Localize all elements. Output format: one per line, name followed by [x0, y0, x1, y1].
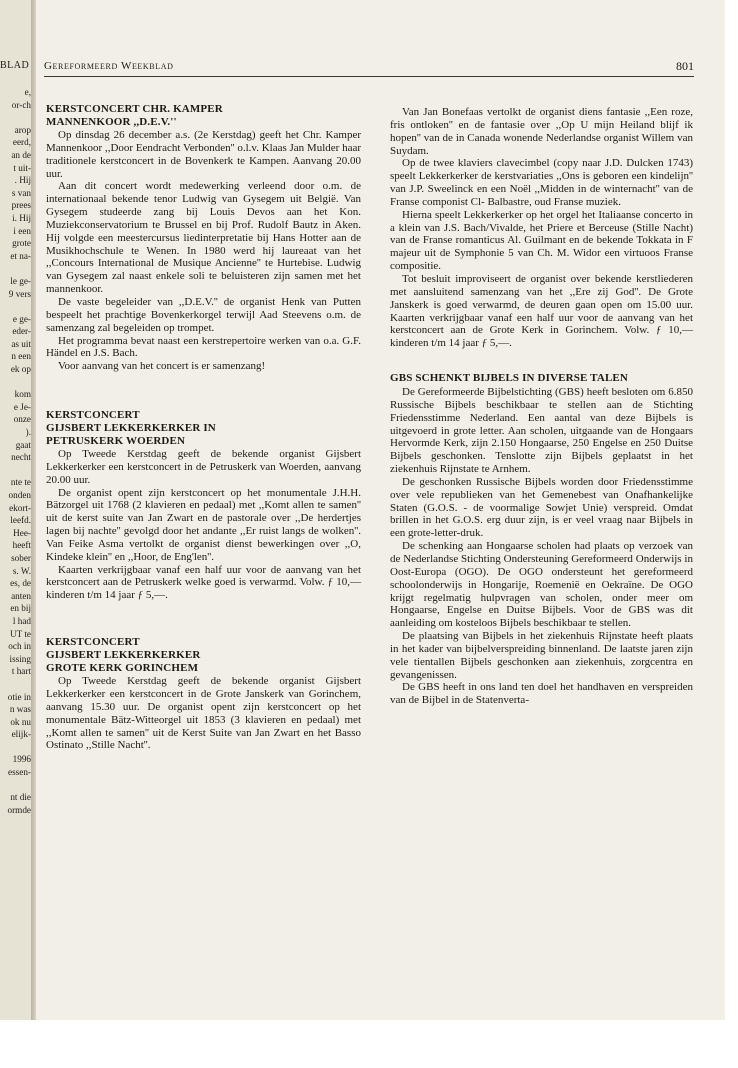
previous-page-line: ok nu: [10, 716, 31, 727]
previous-page-line: [0, 300, 31, 313]
paragraph: Het programma bevat naast een kerstrepertoire werken van o.a. G.F. Händel en J.S. Bach.: [46, 334, 361, 360]
previous-page-line: grote: [12, 238, 31, 249]
page-gutter: [31, 0, 36, 1020]
previous-page-header: BLAD: [0, 60, 30, 71]
previous-page-line: eerd,: [12, 137, 31, 148]
previous-page-line: heeft: [12, 540, 31, 551]
heading-line: MANNENKOOR ,,D.E.V.'': [46, 116, 177, 128]
article: [46, 103, 361, 373]
left-column: [46, 103, 361, 786]
heading-line: GROTE KERK GORINCHEM: [46, 662, 199, 675]
paragraph: De organist opent zijn kerstconcert op het monumentale J.H.H. Bätzorgel uit 1768 (2 klavieren en pedaal) met ,,Komt allen te samen'' uit de kerst suite van Jan Zwart en de pastorale over ,,De herdertjes lagen bij nachte'' gevolgd door het andante ,,Er ruist langs de wolken''. Van Feike Asma vertolkt de organist dienst bewerkingen over ,,O, Kindeke klein'' en ,,Hoor, de Eng'len''.: [46, 486, 361, 563]
previous-page-line: [0, 678, 31, 691]
previous-page-line: i. Hij: [12, 212, 31, 223]
paragraph: Op Tweede Kerstdag geeft de bekende organist Gijsbert Lekkerkerker een kerstconcert in de Petruskerk van Woerden, aanvang 20.00 uur.: [46, 448, 361, 486]
paragraph: Op Tweede Kerstdag geeft de bekende organist Gijsbert Lekkerkerker een kerstconcert in de Grote Janskerk van Gorinchem, aanvang 15.30 uur. De organist opent zijn kerstconcert op het monumentale Bätz-Witteorgel uit 1853 (3 klavieren en pedaal) met ,,Komt allen te samen'' uit de Kerst Suite van Jan Zwart en het Basso Ostinato ,,Stille Nacht''.: [46, 675, 361, 752]
page-header: [44, 58, 694, 77]
previous-page-line: ek op: [10, 364, 31, 375]
previous-page-line: en bij: [10, 603, 31, 614]
previous-page-line: sober: [11, 552, 31, 563]
previous-page-text: [0, 86, 31, 816]
previous-page-line: nt die: [10, 792, 31, 803]
previous-page-line: kom: [14, 389, 31, 400]
paragraph: De vaste begeleider van ,,D.E.V.'' de organist Henk van Putten bespeelt het prachtige Bovenkerkorgel terwijl Aad Steevens o.m. de samenzang zal begeleiden op trompet.: [46, 295, 361, 334]
previous-page-line: nte te: [10, 477, 31, 488]
paragraph: Op de twee klaviers clavecimbel (copy naar J.D. Dulcken 1743) speelt Lekkerkerker de kerstvariaties ,,Ons is geboren een kindelijn'' van J.P. Sweelinck en een Noël ,,Midden in de winternacht'' van de Franse componist Cl- Balbastre, oud Franse muziek.: [390, 157, 693, 208]
previous-page-line: t hart: [11, 666, 31, 677]
previous-page-line: et na-: [10, 250, 31, 261]
previous-page-line: necht: [11, 452, 31, 463]
previous-page-line: or-ch: [11, 99, 31, 110]
previous-page-line: [0, 376, 31, 389]
previous-page-line: l had: [12, 615, 31, 626]
gbs-article: [390, 372, 693, 707]
previous-page-line: [0, 741, 31, 754]
previous-page-line: 1996: [12, 754, 31, 765]
article-heading: [46, 103, 361, 129]
previous-page-line: s. W.: [12, 565, 31, 576]
paragraph: De schenking aan Hongaarse scholen had plaats op verzoek van de Nederlandse Stichting Ondersteuning Gereformeerd Onderwijs in Oost-Europa (OGO). De OGO ondersteunt het gereformeerd schoolonderwijs in Hongarije, Roemenië en Oekraïne. De OGO krijgt regelmatig hulpvragen van scholen, onder meer om Hongaarse, Engelse en Duitse Bijbels. Voor de GBS was dit aanleiding om kosteloos Bijbels beschikbaar te stellen.: [390, 540, 693, 630]
paragraph: Tot besluit improviseert de organist over bekende kerstliederen met aansluitend samenzang van het ,,Ere zij God''. De Grote Janskerk is goed verwarmd, de deuren gaan open om 15.00 uur. Kaarten verkrijgbaar vanaf een half uur voor de aanvang van het kerstconcert aan de Grote Kerk in Gorinchem. Volw. ƒ 10,— kinderen t/m 14 jaar ƒ 5,—.: [390, 272, 693, 350]
previous-page-line: prees: [11, 200, 31, 211]
article-body: [390, 386, 693, 707]
paragraph: De plaatsing van Bijbels in het ziekenhuis Rijnstate heeft plaats in het kader van bijbelverspreiding binnenland. De laatste jaren zijn vele tientallen Bijbels geschonken aan ziekenhuis, zorgcentra en gevangenissen.: [390, 630, 693, 681]
previous-page-line: ).: [25, 427, 31, 438]
paragraph: Kaarten verkrijgbaar vanaf een half uur voor de aanvang van het kerstconcert aan de Petruskerk welke goed is verwarmd. Volw. ƒ 10,— kinderen t/m 14 jaar ƒ 5,—.: [46, 563, 361, 602]
previous-page-line: gaat: [15, 439, 31, 450]
previous-page-line: n was: [9, 704, 31, 715]
heading-line: KERSTCONCERT CHR. KAMPER: [46, 103, 223, 115]
page-number: 801: [676, 59, 694, 73]
heading-line: GIJSBERT LEKKERKERKER IN: [46, 422, 216, 435]
heading-line: KERSTCONCERT: [46, 409, 140, 422]
article: [46, 636, 361, 752]
previous-page-line: an de: [11, 149, 31, 160]
paragraph: Voor aanvang van het concert is er samenzang!: [58, 360, 266, 373]
previous-page-line: le ge-: [10, 275, 31, 286]
article-heading: [46, 409, 361, 448]
article: [46, 409, 361, 602]
previous-page-line: issing: [9, 653, 31, 664]
paragraph: Van Jan Bonefaas vertolkt de organist diens fantasie ,,Een roze, fris ontloken'' en de fantasie over ,,Op U mijn Heiland blijf ik hopen'' van de in Canada wonende Nederlandse organist Willem van Suydam.: [390, 106, 693, 157]
right-column: [390, 106, 693, 707]
previous-page-line: n een: [11, 351, 31, 362]
previous-page-line: s van: [11, 187, 31, 198]
heading-line: GIJSBERT LEKKERKERKER: [46, 649, 201, 662]
previous-page-line: anten: [11, 590, 31, 601]
running-title: Gereformeerd Weekblad: [44, 60, 174, 72]
previous-page-line: [0, 262, 31, 275]
previous-page-line: e ge-: [12, 313, 31, 324]
previous-page-line: onze: [13, 414, 31, 425]
previous-page-line: t uit-: [13, 162, 31, 173]
previous-page-line: Hee-: [13, 527, 31, 538]
previous-page-line: . Hij: [14, 175, 31, 186]
paragraph: De Gereformeerde Bijbelstichting (GBS) heeft besloten om 6.850 Russische Bijbels beschikbaar te stellen aan de Stichting Friedensstimme Nederland. Een aantal van deze Bijbels is uitgevoerd in grote letter. Aan scholen, uitgaande van de Hongaars Hervormde Kerk, zijn 2.150 Hongaarse, 250 Engelse en 250 Duitse Bijbels geschonken. Tenslotte zijn Bijbels geplaatst in het ziekenhuis Rijnstate te Arnhem.: [390, 386, 693, 476]
previous-page-line: [0, 464, 31, 477]
previous-page-line: e Je-: [13, 401, 31, 412]
paragraph: De GBS heeft in ons land ten doel het handhaven en verspreiden van de Bijbel in de Statenverta-: [390, 681, 693, 707]
previous-page-line: ormde: [7, 804, 31, 815]
previous-page-line: [0, 779, 31, 792]
previous-page-line: ekort-: [9, 502, 31, 513]
previous-page-line: leefd.: [10, 515, 31, 526]
previous-page-line: eder-: [12, 326, 31, 337]
previous-page-line: es, de: [10, 578, 31, 589]
continued-article: [390, 106, 693, 350]
previous-page-line: [0, 111, 31, 124]
paragraph: Op dinsdag 26 december a.s. (2e Kerstdag) geeft het Chr. Kamper Mannenkoor ,,Door Eendracht Verbonden'' o.l.v. Klaas Jan Mulder haar traditionele kerstconcert in de Bovenkerk te Kampen. Aanvang 20.00 uur.: [46, 129, 361, 180]
previous-page-line: as uit: [11, 338, 31, 349]
previous-page-line: e,: [24, 87, 31, 97]
previous-page-line: i een: [13, 225, 31, 236]
previous-page-line: och in: [8, 641, 31, 652]
heading-line: KERSTCONCERT: [46, 636, 140, 649]
paragraph: De geschonken Russische Bijbels worden door Friedensstimme over vele republieken van het Gemenebest van Onafhankelijke Staten (G.O.S. - de voormalige Sowjet Unie) verspreid. Omdat brillen in het G.O.S. erg duur zijn, is er veel vraag naar Bijbels in een grote-letter-druk.: [390, 475, 693, 540]
paragraph: Hierna speelt Lekkerkerker op het orgel het Italiaanse concerto in a klein van J.S. Bach/Vivalde, het Priere et Berceuse (Stille Nacht) van de Franse romanticus Al. Guilmant en de bekende Tokkata in F majeur uit de Symphonie 5 van Ch. M. Widor een virtuoos Franse compositie.: [390, 208, 693, 273]
previous-page-line: arop: [14, 124, 31, 135]
previous-page-line: onden: [8, 490, 31, 500]
article-heading: GBS SCHENKT BIJBELS IN DIVERSE TALEN: [390, 372, 629, 385]
previous-page-line: otie in: [7, 691, 31, 702]
previous-page-line: UT te: [9, 628, 31, 639]
previous-page-line: elijk-: [11, 729, 31, 740]
article-heading: [46, 636, 361, 675]
previous-page-line: 9 vers: [8, 288, 31, 299]
previous-page-line: essen-: [8, 767, 31, 778]
paragraph: Aan dit concert wordt medewerking verleend door o.m. de internationaal bekende tenor Ludwig van Gysegem uit België. Van Gysegem studeerde zang bij Louis Devos aan het Kon. Muziekconservatorium te Brussel en bij Prof. Rudolf Bautz in Aken. Hij volgde een meestercursus liedinterpretatie bij Hans Hotter aan de Musikhochschule te Wenen. In 1980 werd hij laureaat van het ,,Concours International de Musique Ancienne'' te Hurtebise. Ludwig van Gysegem zal naast enkele soli te beluisteren zijn samen met het mannenkoor.: [46, 180, 361, 296]
heading-line: PETRUSKERK WOERDEN: [46, 435, 186, 448]
